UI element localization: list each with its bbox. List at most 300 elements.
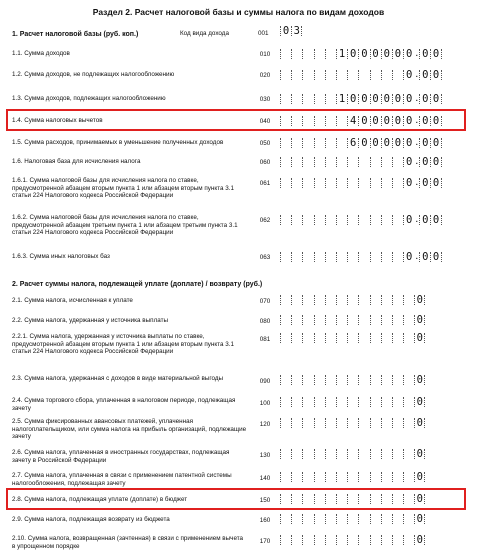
digit-cell — [291, 333, 302, 343]
row-label: 2.4. Сумма торгового сбора, уплаченная в налоговом периоде, подлежащая зачету — [12, 397, 236, 412]
amount-field[interactable] — [280, 472, 425, 482]
amount-field[interactable] — [280, 251, 442, 262]
amount-field[interactable] — [280, 535, 425, 545]
digit-cell — [336, 157, 347, 167]
digit-cell — [325, 157, 336, 167]
digit-cell — [280, 418, 291, 428]
digit-cell: 0 — [358, 116, 369, 126]
digit-cell — [381, 157, 392, 167]
row-code: 020 — [259, 72, 271, 79]
digit-cell — [336, 178, 347, 188]
digit-cell: 0 — [403, 70, 414, 80]
digit-cell — [392, 70, 403, 80]
digit-cell — [314, 252, 325, 262]
digit-cell — [392, 178, 403, 188]
digit-cell: 0 — [414, 375, 425, 385]
digit-cell — [358, 397, 369, 407]
digit-cell — [302, 375, 313, 385]
digit-cell — [403, 449, 414, 459]
digit-cell — [381, 315, 392, 325]
income-kind-field[interactable] — [280, 26, 302, 36]
digit-cell — [358, 535, 369, 545]
amount-field[interactable] — [280, 418, 425, 428]
digit-cell — [302, 333, 313, 343]
row-label: 1.6.1. Сумма налоговой базы для исчисления налога по ставке, предусмотренной абзацем вторым пункта 1 или абзацем вторым пункта 3.1 статьи 224 Налогового кодекса Российской Федерации — [12, 177, 235, 200]
amount-field[interactable] — [280, 514, 425, 524]
digit-cell — [302, 94, 313, 104]
digit-cell — [291, 178, 302, 188]
digit-cell — [381, 514, 392, 524]
digit-cell — [392, 333, 403, 343]
digit-cell — [381, 449, 392, 459]
digit-cell — [347, 215, 358, 225]
digit-cell — [336, 252, 347, 262]
row-code: 120 — [259, 421, 271, 428]
digit-cell — [302, 178, 313, 188]
row-label: 1.1. Сумма доходов — [12, 50, 70, 57]
amount-field[interactable] — [280, 333, 425, 343]
amount-field[interactable] — [280, 48, 442, 59]
digit-cell — [336, 70, 347, 80]
digit-cell — [302, 49, 313, 59]
digit-cell — [392, 397, 403, 407]
income-kind-digit: 0 — [280, 26, 291, 36]
digit-cell: 0 — [403, 252, 414, 262]
digit-cell — [314, 295, 325, 305]
digit-cell — [358, 449, 369, 459]
digit-cell — [392, 375, 403, 385]
digit-cell — [381, 418, 392, 428]
digit-cell — [358, 178, 369, 188]
digit-cell: 0 — [403, 157, 414, 167]
kopeck-cell: 0 — [419, 49, 430, 59]
digit-cell — [347, 70, 358, 80]
digit-cell — [381, 295, 392, 305]
digit-cell: 0 — [358, 49, 369, 59]
row-code: 040 — [259, 118, 271, 125]
digit-cell — [325, 70, 336, 80]
digit-cell — [291, 514, 302, 524]
digit-cell — [280, 315, 291, 325]
kopeck-cell: 0 — [419, 70, 430, 80]
digit-cell — [291, 472, 302, 482]
digit-cell — [336, 449, 347, 459]
digit-cell — [280, 94, 291, 104]
row-label: 2.3. Сумма налога, удержанная с доходов в виде материальной выгоды — [12, 375, 224, 382]
digit-cell — [302, 397, 313, 407]
digit-cell: 0 — [392, 49, 403, 59]
row-code: 140 — [259, 475, 271, 482]
digit-cell — [336, 138, 347, 148]
kopeck-cell: 0 — [419, 178, 430, 188]
digit-cell: 0 — [370, 116, 381, 126]
row-label: 1.4. Сумма налоговых вычетов — [12, 117, 103, 124]
digit-cell: 0 — [392, 94, 403, 104]
section-2-heading: 2. Расчет суммы налога, подлежащей уплате (доплате) / возврату (руб.) — [12, 281, 263, 288]
digit-cell — [336, 315, 347, 325]
row-label: 2.7. Сумма налога, уплаченная в связи с применением патентной системы налогообложения, подлежащая зачету — [12, 472, 232, 487]
digit-cell — [358, 252, 369, 262]
digit-cell — [280, 397, 291, 407]
digit-cell — [358, 472, 369, 482]
digit-cell — [302, 418, 313, 428]
digit-cell — [370, 215, 381, 225]
digit-cell — [370, 397, 381, 407]
digit-cell — [392, 157, 403, 167]
digit-cell — [291, 215, 302, 225]
digit-cell — [314, 178, 325, 188]
digit-cell — [325, 449, 336, 459]
digit-cell — [347, 252, 358, 262]
row-code: 062 — [259, 217, 271, 224]
highlight-box — [6, 109, 466, 131]
kopeck-cell: 0 — [419, 116, 430, 126]
digit-cell — [336, 418, 347, 428]
digit-cell: 6 — [347, 138, 358, 148]
digit-cell — [291, 295, 302, 305]
amount-field[interactable] — [280, 156, 442, 167]
digit-cell — [302, 514, 313, 524]
row-label: 1.6.3. Сумма иных налоговых баз — [12, 253, 110, 260]
digit-cell: 0 — [358, 138, 369, 148]
digit-cell — [280, 157, 291, 167]
row-label: 2.8. Сумма налога, подлежащая уплате (доплате) в бюджет — [12, 496, 188, 503]
digit-cell — [403, 333, 414, 343]
digit-cell — [325, 397, 336, 407]
amount-field[interactable] — [280, 69, 442, 80]
amount-field[interactable] — [280, 375, 425, 385]
kopeck-cell: 0 — [430, 116, 441, 126]
digit-cell — [314, 535, 325, 545]
digit-cell — [314, 472, 325, 482]
digit-cell — [392, 514, 403, 524]
decimal-point: . — [415, 213, 419, 225]
digit-cell — [392, 535, 403, 545]
digit-cell — [370, 514, 381, 524]
digit-cell — [280, 49, 291, 59]
digit-cell — [291, 315, 302, 325]
digit-cell — [291, 49, 302, 59]
digit-cell — [314, 375, 325, 385]
digit-cell: 0 — [381, 138, 392, 148]
decimal-point: . — [415, 250, 419, 262]
digit-cell — [370, 418, 381, 428]
digit-cell — [291, 94, 302, 104]
digit-cell: 0 — [414, 333, 425, 343]
income-kind-label: Код вида дохода — [180, 30, 229, 37]
amount-field[interactable] — [280, 449, 425, 459]
digit-cell — [347, 295, 358, 305]
digit-cell — [347, 375, 358, 385]
digit-cell — [280, 375, 291, 385]
digit-cell — [370, 315, 381, 325]
kopeck-cell: 0 — [430, 178, 441, 188]
kopeck-cell: 0 — [430, 49, 441, 59]
row-code: 081 — [259, 336, 271, 343]
digit-cell — [392, 472, 403, 482]
digit-cell — [280, 178, 291, 188]
digit-cell: 0 — [370, 138, 381, 148]
digit-cell — [358, 514, 369, 524]
digit-cell — [403, 535, 414, 545]
row-code: 061 — [259, 180, 271, 187]
kopeck-cell: 0 — [419, 138, 430, 148]
digit-cell — [325, 472, 336, 482]
digit-cell — [358, 157, 369, 167]
decimal-point: . — [415, 176, 419, 188]
digit-cell — [370, 472, 381, 482]
digit-cell — [302, 315, 313, 325]
digit-cell — [325, 49, 336, 59]
digit-cell — [291, 252, 302, 262]
digit-cell — [392, 252, 403, 262]
decimal-point: . — [415, 114, 419, 126]
row-code: 010 — [259, 51, 271, 58]
digit-cell — [336, 333, 347, 343]
row-label: 1.6. Налоговая база для исчисления налога — [12, 158, 141, 165]
digit-cell — [302, 295, 313, 305]
digit-cell — [370, 535, 381, 545]
digit-cell — [280, 252, 291, 262]
digit-cell — [280, 295, 291, 305]
digit-cell — [403, 397, 414, 407]
row-label: 2.10. Сумма налога, возвращенная (зачтенная) в связи с применением вычета в упрощенном порядке — [12, 535, 244, 550]
digit-cell: 0 — [358, 94, 369, 104]
digit-cell — [347, 449, 358, 459]
digit-cell: 0 — [414, 315, 425, 325]
digit-cell — [403, 418, 414, 428]
row-label: 2.6. Сумма налога, уплаченная в иностранных государствах, подлежащая зачету в Российской Федерации — [12, 449, 230, 464]
digit-cell — [314, 418, 325, 428]
digit-cell: 0 — [414, 472, 425, 482]
digit-cell — [291, 535, 302, 545]
digit-cell — [347, 315, 358, 325]
digit-cell — [381, 215, 392, 225]
digit-cell: 0 — [347, 49, 358, 59]
digit-cell — [280, 472, 291, 482]
row-code: 100 — [259, 400, 271, 407]
digit-cell — [370, 157, 381, 167]
row-label: 1.5. Сумма расходов, принимаемых в уменьшение полученных доходов — [12, 139, 224, 146]
income-kind-digit: 3 — [291, 26, 302, 36]
digit-cell — [291, 449, 302, 459]
digit-cell — [302, 70, 313, 80]
digit-cell — [314, 94, 325, 104]
row-code: 160 — [259, 517, 271, 524]
kopeck-cell: 0 — [419, 252, 430, 262]
digit-cell — [392, 295, 403, 305]
kopeck-cell: 0 — [430, 70, 441, 80]
row-label: 2.9. Сумма налога, подлежащая возврату из бюджета — [12, 516, 170, 523]
digit-cell — [336, 397, 347, 407]
kopeck-cell: 0 — [419, 157, 430, 167]
row-label: 2.1. Сумма налога, исчисленная к уплате — [12, 297, 133, 304]
digit-cell — [280, 449, 291, 459]
digit-cell — [381, 178, 392, 188]
amount-field[interactable] — [280, 397, 425, 407]
digit-cell — [314, 397, 325, 407]
digit-cell — [325, 295, 336, 305]
digit-cell — [392, 315, 403, 325]
digit-cell — [358, 295, 369, 305]
digit-cell: 0 — [414, 535, 425, 545]
digit-cell — [314, 315, 325, 325]
amount-field[interactable] — [280, 93, 442, 104]
kopeck-cell: 0 — [419, 215, 430, 225]
digit-cell — [325, 252, 336, 262]
digit-cell — [347, 418, 358, 428]
decimal-point: . — [415, 136, 419, 148]
digit-cell — [370, 449, 381, 459]
digit-cell — [302, 449, 313, 459]
digit-cell: 0 — [381, 49, 392, 59]
row-code: 150 — [259, 497, 271, 504]
digit-cell — [314, 157, 325, 167]
digit-cell: 0 — [403, 49, 414, 59]
digit-cell: 0 — [403, 215, 414, 225]
digit-cell: 0 — [414, 449, 425, 459]
digit-cell — [392, 215, 403, 225]
digit-cell — [336, 472, 347, 482]
digit-cell — [403, 295, 414, 305]
digit-cell — [314, 215, 325, 225]
digit-cell — [370, 375, 381, 385]
row-label: 1.6.2. Сумма налоговой базы для исчисления налога по ставке, предусмотренной абзацем третьим пункта 1 или абзацем третьим пункта 3.1 статьи 224 Налогового кодекса Российской Федерации — [12, 214, 238, 237]
digit-cell — [392, 449, 403, 459]
row-code: 030 — [259, 96, 271, 103]
digit-cell — [336, 514, 347, 524]
digit-cell — [370, 252, 381, 262]
digit-cell — [314, 49, 325, 59]
digit-cell — [291, 397, 302, 407]
digit-cell — [403, 375, 414, 385]
digit-cell — [370, 295, 381, 305]
digit-cell — [325, 514, 336, 524]
digit-cell — [280, 215, 291, 225]
row-label: 1.3. Сумма доходов, подлежащих налогообложению — [12, 95, 166, 102]
kopeck-cell: 0 — [430, 94, 441, 104]
digit-cell — [336, 535, 347, 545]
row-code: 070 — [259, 298, 271, 305]
digit-cell — [325, 215, 336, 225]
digit-cell — [280, 138, 291, 148]
amount-field[interactable] — [280, 177, 442, 188]
decimal-point: . — [415, 155, 419, 167]
digit-cell — [336, 215, 347, 225]
digit-cell — [403, 472, 414, 482]
digit-cell — [381, 333, 392, 343]
digit-cell — [291, 70, 302, 80]
digit-cell — [302, 215, 313, 225]
row-label: 2.2.1. Сумма налога, удержанная у источника выплаты по ставке, предусмотренной абзацем вторым пункта 1 или абзацем вторым пункта 3.1 статьи 224 Налогового кодекса Российской Федерации — [12, 333, 235, 356]
row-label: 1.2. Сумма доходов, не подлежащих налогообложению — [12, 71, 175, 78]
amount-field[interactable] — [280, 137, 442, 148]
row-label: 2.2. Сумма налога, удержанная у источника выплаты — [12, 317, 169, 324]
digit-cell — [325, 418, 336, 428]
kopeck-cell: 0 — [419, 94, 430, 104]
row-code: 090 — [259, 378, 271, 385]
digit-cell — [314, 70, 325, 80]
digit-cell — [381, 252, 392, 262]
row-code: 170 — [259, 538, 271, 545]
digit-cell — [280, 535, 291, 545]
digit-cell — [314, 514, 325, 524]
decimal-point: . — [415, 92, 419, 104]
digit-cell — [325, 315, 336, 325]
amount-field[interactable] — [280, 315, 425, 325]
row-code: 060 — [259, 159, 271, 166]
digit-cell — [347, 157, 358, 167]
digit-cell — [302, 535, 313, 545]
digit-cell: 0 — [403, 116, 414, 126]
digit-cell — [336, 295, 347, 305]
digit-cell — [291, 138, 302, 148]
row-code: 080 — [259, 318, 271, 325]
income-kind-code: 001 — [258, 30, 269, 37]
digit-cell — [314, 449, 325, 459]
digit-cell: 1 — [336, 94, 347, 104]
digit-cell — [336, 375, 347, 385]
digit-cell — [347, 178, 358, 188]
digit-cell: 0 — [392, 116, 403, 126]
digit-cell — [325, 138, 336, 148]
decimal-point: . — [415, 47, 419, 59]
digit-cell: 0 — [414, 397, 425, 407]
digit-cell — [302, 157, 313, 167]
digit-cell — [314, 138, 325, 148]
digit-cell — [325, 178, 336, 188]
digit-cell — [347, 535, 358, 545]
decimal-point: . — [415, 68, 419, 80]
digit-cell — [325, 333, 336, 343]
digit-cell — [325, 375, 336, 385]
digit-cell — [370, 333, 381, 343]
digit-cell — [347, 514, 358, 524]
digit-cell — [291, 418, 302, 428]
row-code: 063 — [259, 254, 271, 261]
digit-cell: 0 — [403, 178, 414, 188]
digit-cell: 0 — [347, 94, 358, 104]
amount-field[interactable] — [280, 295, 425, 305]
digit-cell — [381, 535, 392, 545]
amount-field[interactable] — [280, 214, 442, 225]
digit-cell — [370, 178, 381, 188]
digit-cell — [381, 70, 392, 80]
digit-cell: 0 — [370, 94, 381, 104]
digit-cell — [302, 252, 313, 262]
digit-cell — [403, 315, 414, 325]
digit-cell — [358, 375, 369, 385]
digit-cell — [280, 333, 291, 343]
kopeck-cell: 0 — [430, 252, 441, 262]
section-1-heading: 1. Расчет налоговой базы (руб. коп.) — [12, 31, 139, 38]
digit-cell: 0 — [414, 494, 425, 504]
digit-cell — [358, 70, 369, 80]
digit-cell — [291, 157, 302, 167]
digit-cell — [347, 472, 358, 482]
digit-cell: 0 — [414, 418, 425, 428]
digit-cell — [381, 375, 392, 385]
kopeck-cell: 0 — [430, 138, 441, 148]
digit-cell: 0 — [414, 514, 425, 524]
digit-cell — [302, 138, 313, 148]
digit-cell — [347, 333, 358, 343]
digit-cell — [381, 397, 392, 407]
digit-cell — [358, 315, 369, 325]
page-title: Раздел 2. Расчет налоговой базы и суммы налога по видам доходов — [92, 7, 385, 17]
digit-cell: 0 — [403, 138, 414, 148]
digit-cell — [325, 94, 336, 104]
